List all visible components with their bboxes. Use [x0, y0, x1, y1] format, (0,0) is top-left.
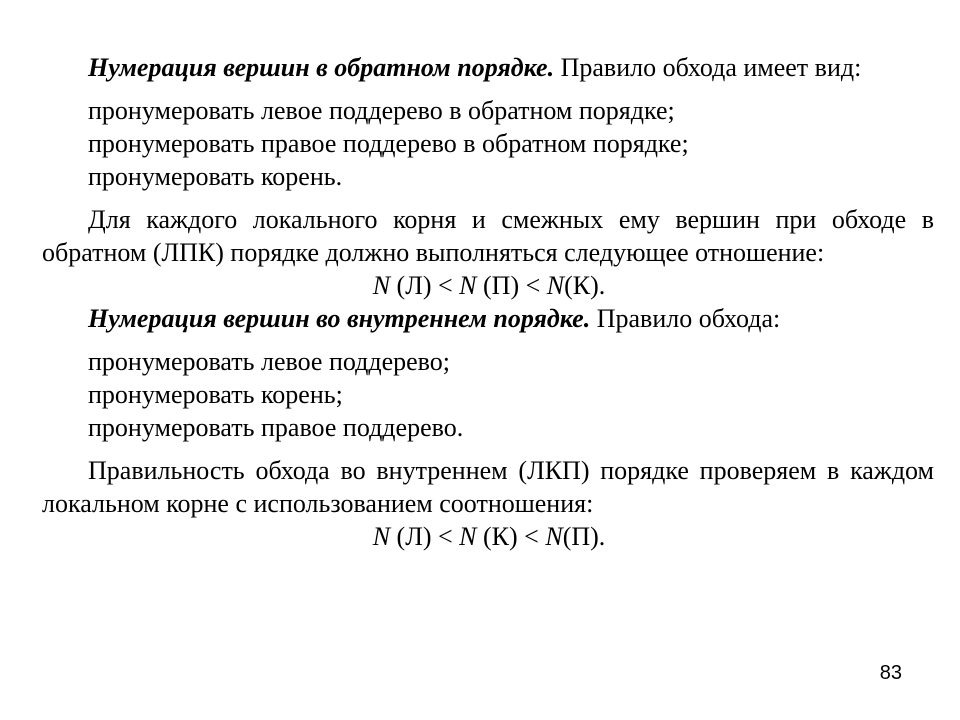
- section1-intro: Правило обхода имеет вид:: [554, 53, 862, 82]
- section1-intro-paragraph: [42, 51, 934, 84]
- list-item: пронумеровать левое поддерево в обратном порядке;: [88, 96, 675, 125]
- section2-steps-list: [42, 345, 934, 444]
- page-number: 83: [879, 662, 902, 684]
- list-item: пронумеровать корень.: [88, 162, 343, 191]
- section1-formula: N (Л) < N (П) < N(К).: [372, 271, 606, 300]
- section1-steps-list: [42, 94, 934, 193]
- section2-intro: Правило обхода:: [590, 304, 781, 333]
- section2-formula: N (Л) < N (К) < N(П).: [372, 522, 606, 551]
- list-item: пронумеровать корень;: [88, 380, 343, 409]
- section1-relation-paragraph: Для каждого локального корня и смежных ему вершин при обходе в обратном (ЛПК) порядке должно выполняться следующее отношение:: [42, 205, 934, 267]
- section1-heading: Нумерация вершин в обратном порядке.: [88, 53, 555, 82]
- section2-intro-paragraph: [42, 302, 934, 335]
- section2-relation-paragraph: Правильность обхода во внутреннем (ЛКП) порядке проверяем в каждом локальном корне с использованием соотношения:: [42, 456, 934, 518]
- section2-heading: Нумерация вершин во внутреннем порядке.: [88, 304, 591, 333]
- document-page: [42, 51, 934, 553]
- list-item: пронумеровать правое поддерево в обратном порядке;: [88, 129, 689, 158]
- list-item: пронумеровать левое поддерево;: [88, 347, 450, 376]
- list-item: пронумеровать правое поддерево.: [88, 413, 464, 442]
